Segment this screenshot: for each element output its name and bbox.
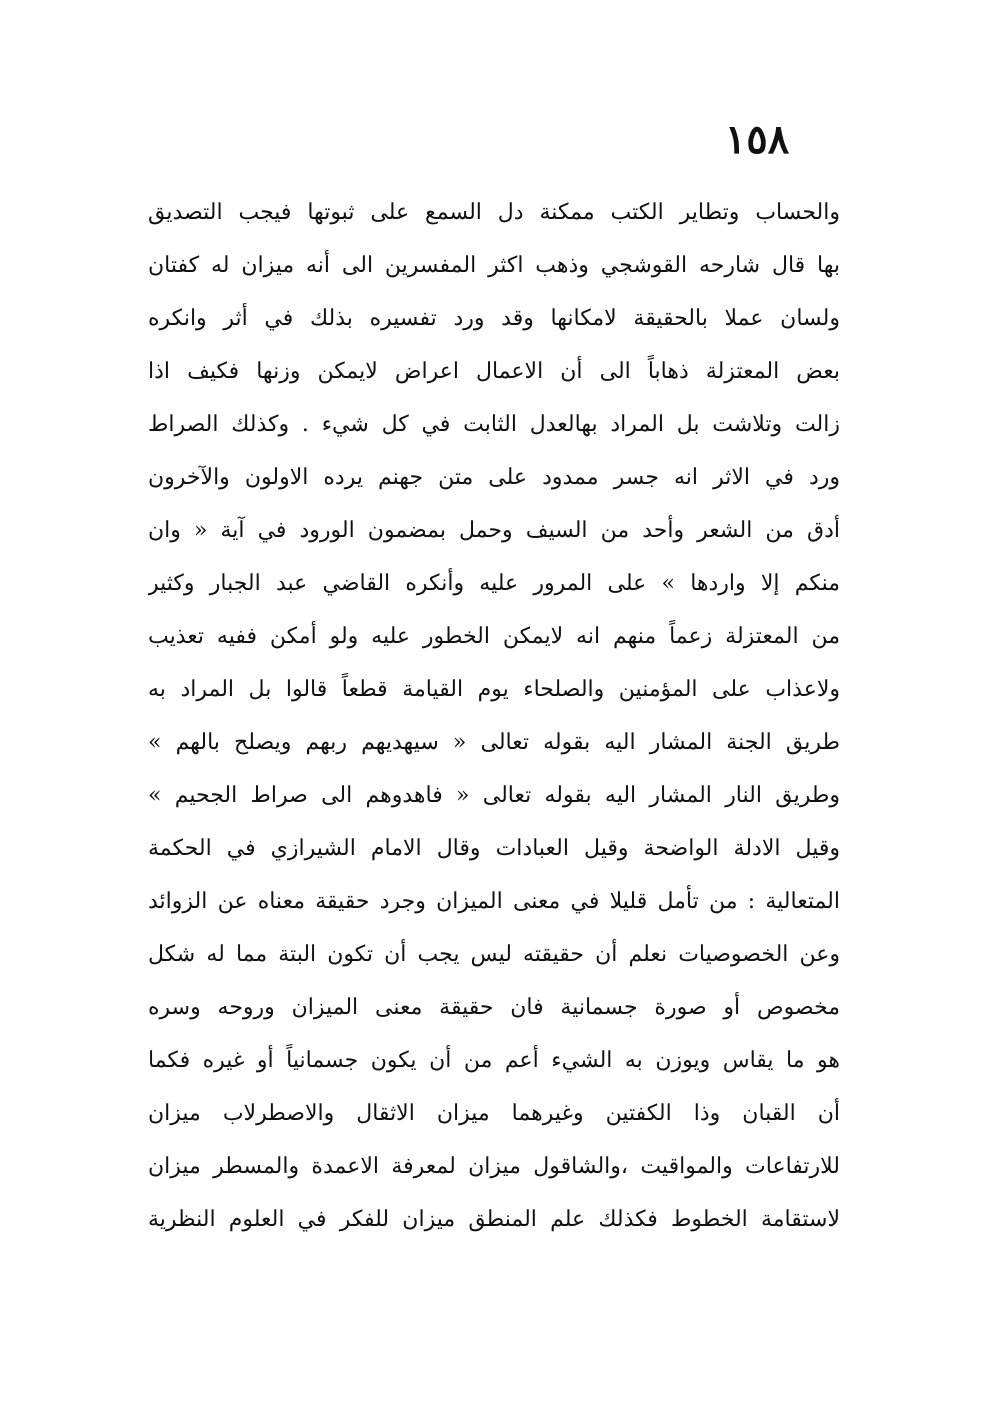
text-line: منكم إلا واردها » على المرور عليه وأنكره القاضي عبد الجبار وكثير [148,571,840,596]
text-line: طريق الجنة المشار اليه بقوله تعالى « سيهديهم ربهم ويصلح بالهم » [148,730,840,755]
text-line: المتعالية : من تأمل قليلا في معنى الميزان وجرد حقيقة معناه عن الزوائد [148,889,840,914]
text-line: ولسان عملا بالحقيقة لامكانها وقد ورد تفسيره بذلك في أثر وانكره [148,306,840,331]
text-line: للارتفاعات والمواقيت ،والشاقول ميزان لمعرفة الاعمدة والمسطر ميزان [148,1154,840,1179]
text-line: وطريق النار المشار اليه بقوله تعالى « فاهدوهم الى صراط الجحيم » [148,783,840,808]
page-number: ١٥٨ [724,116,790,163]
text-line: أن القبان وذا الكفتين وغيرهما ميزان الاثقال والاصطرلاب ميزان [148,1101,840,1126]
text-line: وعن الخصوصيات نعلم أن حقيقته ليس يجب أن تكون البتة مما له شكل [148,942,840,967]
body-text [148,186,840,1246]
text-line: بعض المعتزلة ذهاباً الى أن الاعمال اعراض لايمكن وزنها فكيف اذا [148,359,840,384]
text-line: زالت وتلاشت بل المراد بهالعدل الثابت في كل شيء . وكذلك الصراط [148,412,840,437]
text-line: مخصوص أو صورة جسمانية فان حقيقة معنى الميزان وروحه وسره [148,995,840,1020]
text-line: هو ما يقاس ويوزن به الشيء أعم من أن يكون جسمانياً أو غيره فكما [148,1048,840,1073]
text-line: والحساب وتطاير الكتب ممكنة دل السمع على ثبوتها فيجب التصديق [148,200,840,225]
text-line: بها قال شارحه القوشجي وذهب اكثر المفسرين الى أنه ميزان له كفتان [148,253,840,278]
text-line: ولاعذاب على المؤمنين والصلحاء يوم القيامة قطعاً قالوا بل المراد به [148,677,840,702]
text-line: أدق من الشعر وأحد من السيف وحمل بمضمون الورود في آية « وان [148,518,840,543]
text-line: ورد في الاثر انه جسر ممدود على متن جهنم يرده الاولون والآخرون [148,465,840,490]
text-line: من المعتزلة زعماً منهم انه لايمكن الخطور عليه ولو أمكن ففيه تعذيب [148,624,840,649]
text-line: وقيل الادلة الواضحة وقيل العبادات وقال الامام الشيرازي في الحكمة [148,836,840,861]
text-line: لاستقامة الخطوط فكذلك علم المنطق ميزان للفكر في العلوم النظرية [148,1207,840,1232]
